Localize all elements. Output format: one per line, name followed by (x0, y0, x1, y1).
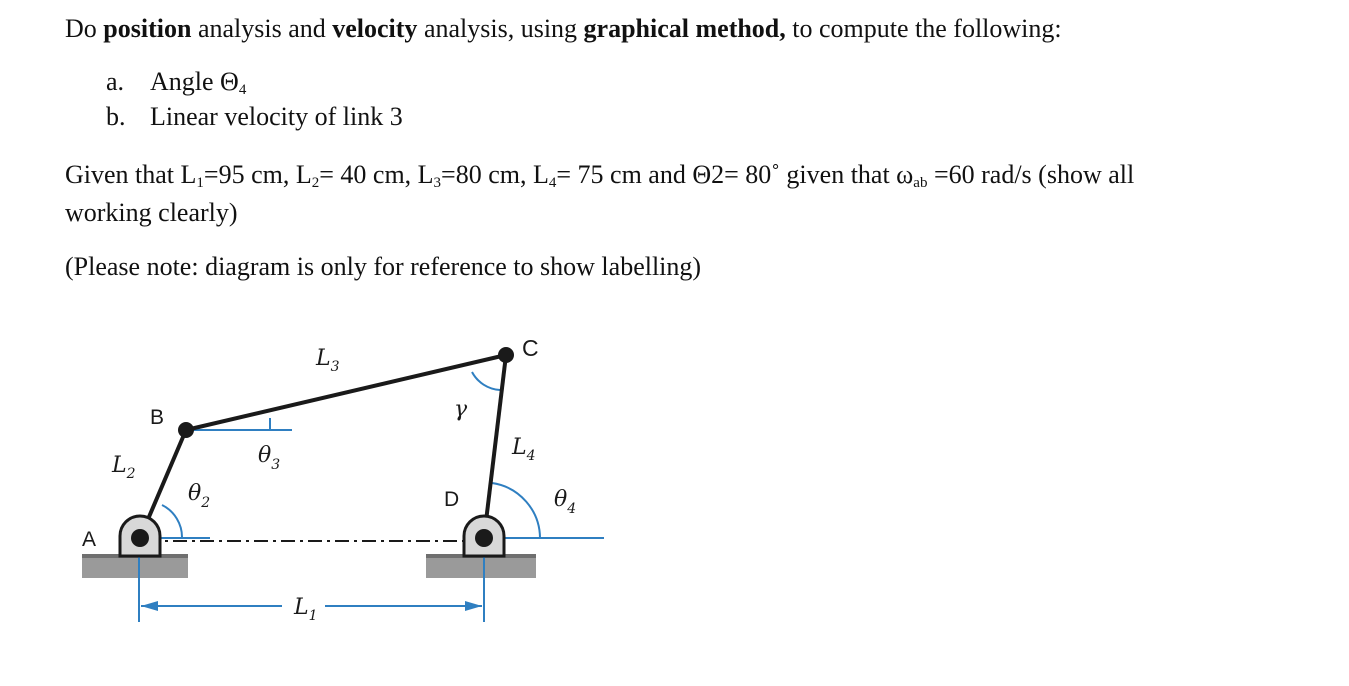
given-part-1: Given that L (65, 160, 197, 189)
label-theta2: $\theta_2$ (188, 481, 211, 511)
given-part-4: =80 cm, L (441, 160, 549, 189)
l1-arrow-left (141, 601, 158, 611)
label-l1: $L_1$ (294, 595, 318, 624)
label-theta4: $\theta_4$ (554, 487, 577, 517)
label-l3: $L_3$ (316, 346, 340, 375)
given-sub-2: 2 (311, 175, 320, 191)
label-l2: $L_2$ (112, 453, 136, 482)
label-l4: $L_4$ (512, 435, 536, 464)
intro-text-1: Do (65, 14, 104, 43)
intro-text-3: analysis, using (417, 14, 584, 43)
pivot-d-pin (475, 529, 493, 547)
given-sub-5: ab (913, 175, 928, 191)
label-gamma: γ (454, 397, 468, 422)
given-sub-3: 3 (433, 175, 442, 191)
label-theta3: $\theta_3$ (258, 443, 281, 473)
gamma-arc (472, 372, 500, 390)
joint-b (178, 422, 194, 438)
list-text-a-main: Angle Θ (150, 67, 239, 96)
link-4 (484, 355, 506, 538)
intro-bold-position: position (103, 14, 192, 43)
joint-c (498, 347, 514, 363)
note-text: (Please note: diagram is only for reference to show labelling) (65, 252, 702, 281)
theta2-arc (162, 505, 182, 538)
given-part-3: = 40 cm, L (319, 160, 434, 189)
ground-base-a (82, 556, 188, 578)
given-part-2: =95 cm, L (203, 160, 312, 189)
label-d: D (444, 488, 460, 511)
given-part-5: = 75 cm and Θ2= 80˚ given that ω (556, 160, 914, 189)
label-c: C (522, 335, 539, 361)
pivot-a-pin (131, 529, 149, 547)
intro-bold-velocity: velocity (332, 14, 418, 43)
intro-bold-method: graphical method, (583, 14, 786, 43)
list-text-b: Linear velocity of link 3 (150, 102, 403, 131)
given-line-2: working clearly) (65, 198, 238, 227)
given-part-6: =60 rad/s (show all (927, 160, 1135, 189)
l1-arrow-right (465, 601, 482, 611)
list-text-a-sub: 4 (238, 82, 247, 98)
intro-text-2: analysis and (191, 14, 333, 43)
given-sub-1: 1 (196, 175, 204, 191)
given-sub-4: 4 (548, 175, 557, 191)
label-a: A (82, 528, 97, 551)
list-marker-b: b. (106, 102, 126, 131)
intro-text-4: to compute the following: (785, 14, 1062, 43)
label-b: B (150, 406, 165, 429)
list-marker-a: a. (106, 67, 125, 96)
ground-base-d (426, 556, 536, 578)
